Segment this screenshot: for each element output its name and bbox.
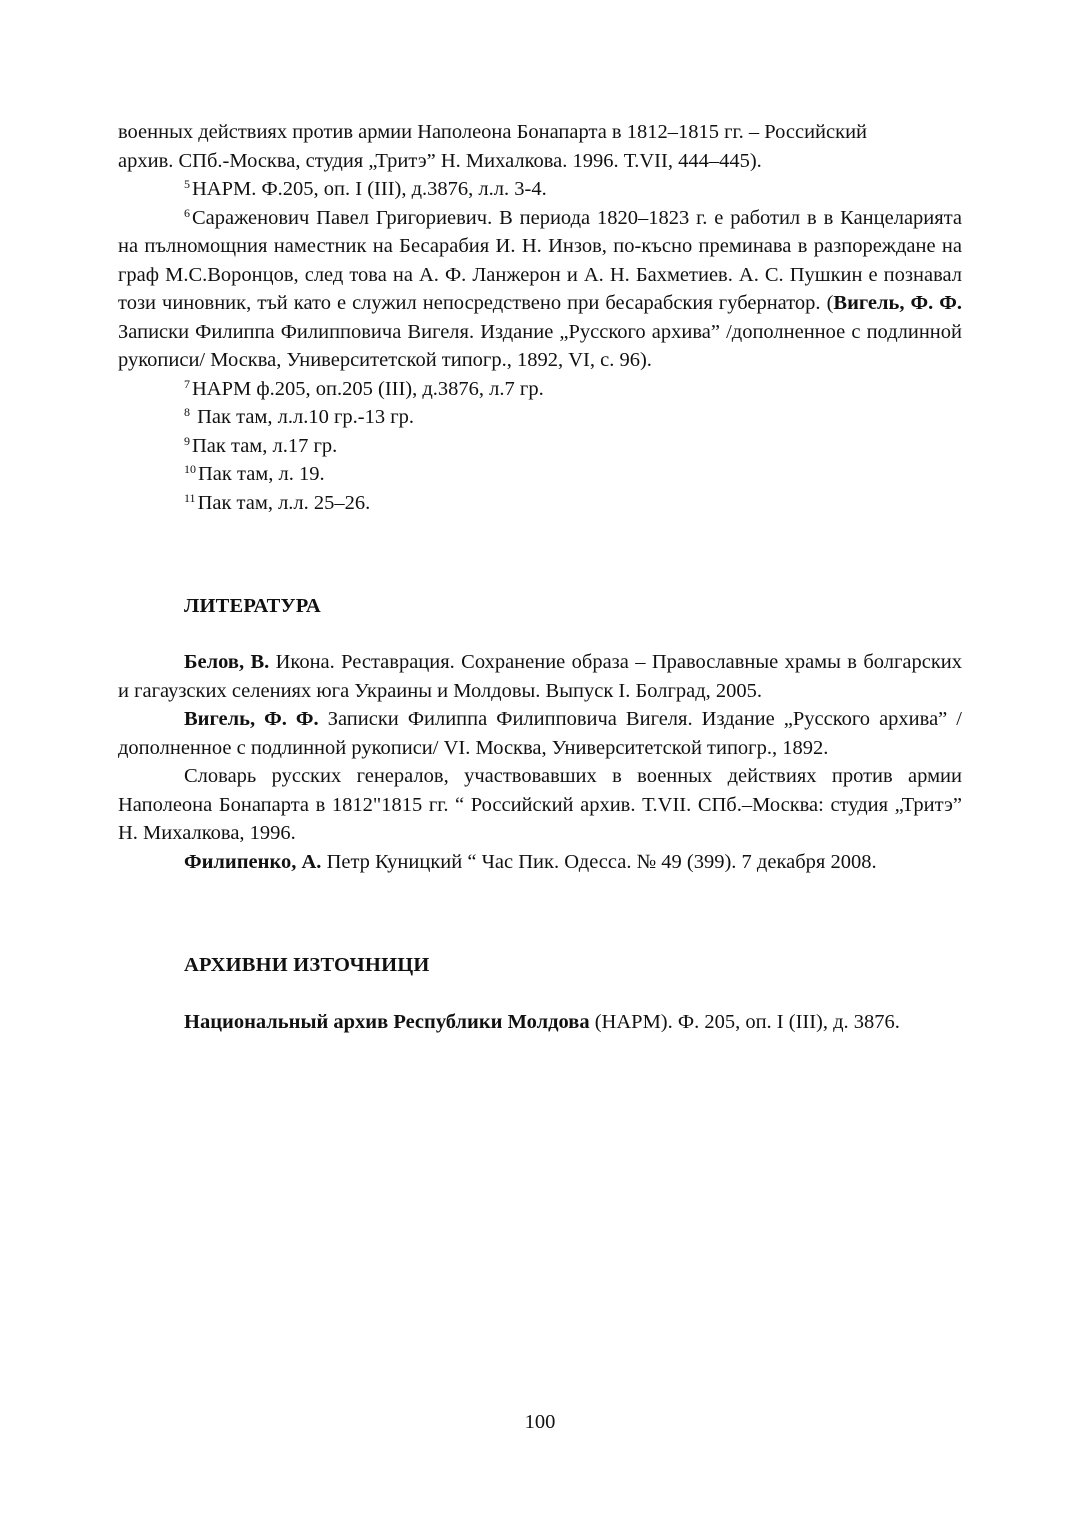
footnote-number: 8 (184, 405, 190, 419)
footnote-7: $^7$НАРМ ф.205, оп.205 (III), д.3876, л.7 гр. (184, 376, 544, 400)
footnote-number: 10 (184, 462, 196, 476)
entry-author: Национальный архив Республики Молдова (184, 1011, 590, 1033)
footnote-author: Вигель, Ф. Ф. (833, 292, 962, 314)
literature-entry: Белов, В. Икона. Реставрация. Сохранение образа – Православные храмы в болгарских и гагаузских селениях юга Украины и Молдовы. Выпуск I. Болград, 2005. (118, 651, 962, 702)
footnote-4-continuation: военных действиях против армии Наполеона Бонапарта в 1812–1815 гг. – Российский архив. СПб.-Москва, студия „Тритэ” Н. Михалкова. 1996. Т.VII, 444–445). (118, 121, 868, 172)
footnote-6: $^6$Сараженович Павел Григориевич. В периода 1820–1823 г. е работил в в Канцеларията на пълномощния наместник на Бесарабия И. Н. Инзов, по-късно преминава в разпореждане на граф М.С.Воронцов, след това на А. Ф. Ланжерон и А. Н. Бахметиев. А. С. Пушкин е познавал този чиновник, тъй като е служил непосредствено при бесарабския губернатор. (Вигель, Ф. Ф. Записки Филиппа Филипповича Вигеля. Издание „Русского архива” /дополненное с подлинной рукописи/ Москва, Университетской типогр., 1892, VI, с. 96). (118, 205, 962, 371)
archive-entry: Национальный архив Республики Молдова (НАРМ). Ф. 205, оп. I (III), д. 3876. (184, 1011, 900, 1033)
literature-entry: Вигель, Ф. Ф. Записки Филиппа Филипповича Вигеля. Издание „Русского архива” /дополненное с подлинной рукописи/ VI. Москва, Университетской типогр., 1892. (118, 708, 963, 759)
footnote-number: 6 (184, 205, 190, 220)
footnote-11: $^{11}$Пак там, л.л. 25–26. (184, 490, 371, 514)
literature-entry: Словарь русских генералов, участвовавших в военных действиях против армии Наполеона Бонапарта в 1812"1815 гг. “ Российский архив. Т.VII. СПб.–Москва: студия „Тритэ” Н. Михалкова, 1996. (118, 765, 962, 844)
footnote-10: $^{10}$Пак там, л. 19. (184, 462, 325, 485)
page-number: 100 (524, 1411, 556, 1433)
footnote-number: 11 (184, 490, 196, 505)
footnote-8: $^8$ Пак там, л.л.10 гр.-13 гр. (184, 405, 414, 428)
entry-author: Белов, В. (184, 651, 270, 673)
literature-list (118, 648, 962, 876)
footnote-number: 7 (184, 376, 190, 391)
literature-heading: ЛИТЕРАТУРА (184, 595, 321, 617)
literature-entry: Филипенко, А. Петр Куницкий “ Час Пик. Одесса. № 49 (399). 7 декабря 2008. (184, 850, 877, 873)
archives-heading: АРХИВНИ ИЗТОЧНИЦИ (184, 954, 430, 976)
archives-list (118, 1008, 962, 1037)
footnote-number: 9 (184, 433, 190, 448)
entry-author: Филипенко, А. (184, 850, 322, 873)
footnote-number: 5 (184, 177, 190, 191)
footnote-9: $^9$Пак там, л.17 гр. (184, 433, 338, 457)
footnote-5: $^5$НАРМ. Ф.205, оп. I (III), д.3876, л.л. 3-4. (184, 177, 547, 200)
entry-author: Вигель, Ф. Ф. (184, 708, 319, 730)
footnotes (118, 118, 962, 517)
